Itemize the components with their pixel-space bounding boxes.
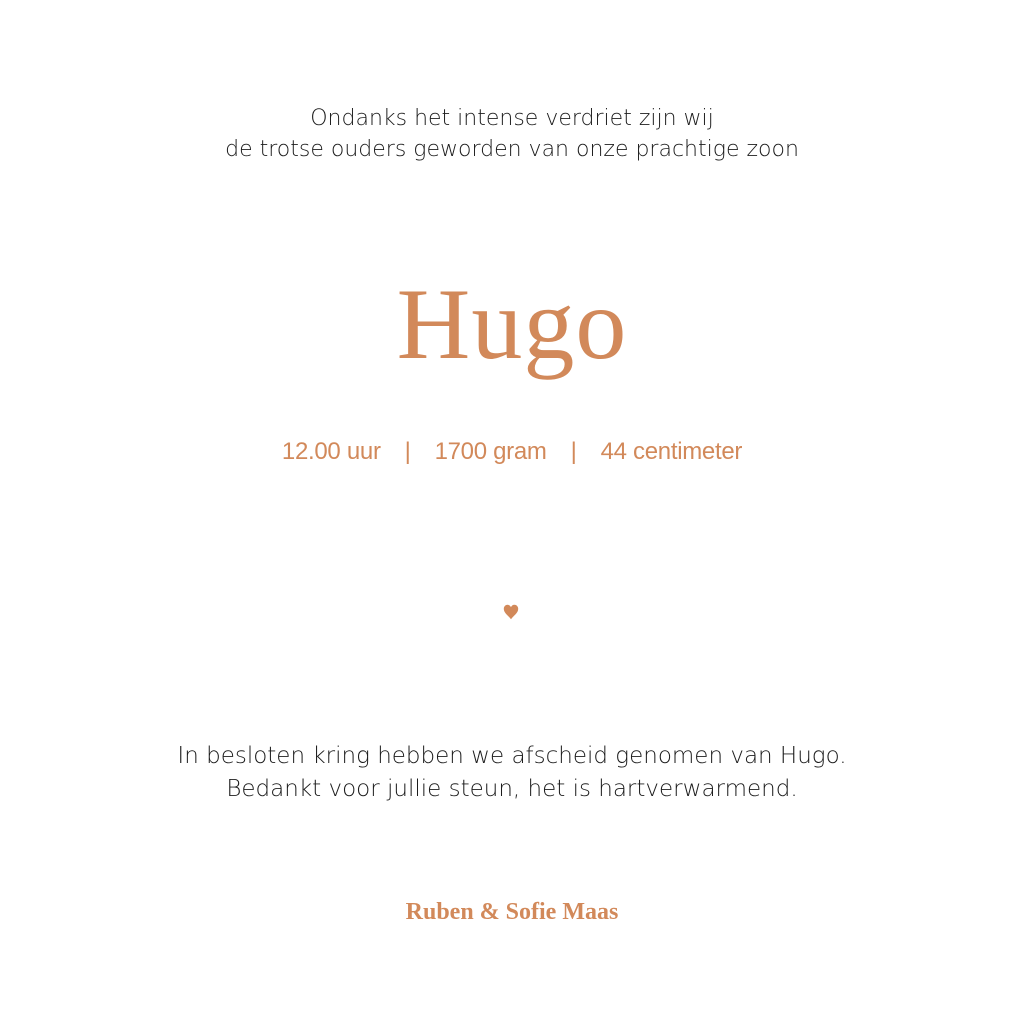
heart-icon <box>502 603 520 621</box>
birth-details <box>0 434 1024 470</box>
farewell-line-2: Bedankt voor jullie steun, het is hartverwarmend. <box>226 776 798 802</box>
parents-signature: Ruben & Sofie Maas <box>405 899 619 925</box>
birth-time: 12.00 uur <box>281 438 381 465</box>
intro-line-2: de trotse ouders geworden van onze prachtige zoon <box>225 137 799 162</box>
baby-name: Hugo <box>396 268 628 381</box>
farewell-line-1: In besloten kring hebben we afscheid genomen van Hugo. <box>177 743 847 769</box>
birth-weight: 1700 gram <box>434 438 547 465</box>
details-separator: | <box>404 438 411 465</box>
intro-line-1: Ondanks het intense verdriet zijn wij <box>310 106 714 131</box>
heart-shape <box>504 605 518 619</box>
details-separator: | <box>570 438 577 465</box>
birth-length: 44 centimeter <box>600 438 743 465</box>
